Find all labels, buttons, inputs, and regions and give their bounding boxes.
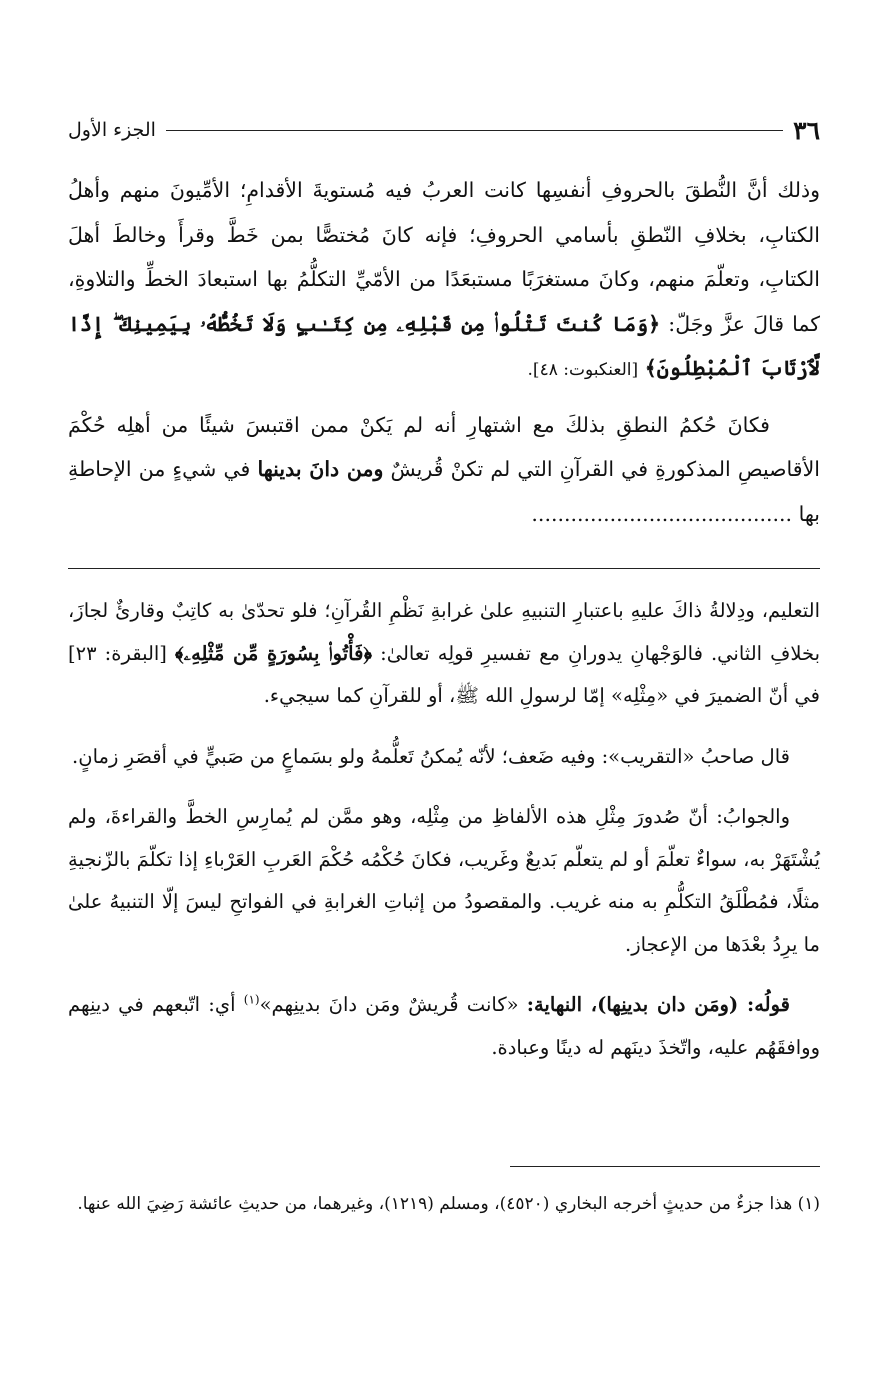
commentary-text bbox=[68, 590, 820, 1069]
main-paragraph-2-tail: في شيءٍ من الإحاطةِ بها bbox=[68, 457, 820, 526]
page-number: ٣٦ bbox=[793, 115, 820, 145]
footnote-rule bbox=[510, 1166, 820, 1167]
verse-reference-ankabut: [العنكبوت: ٤٨]. bbox=[527, 360, 639, 380]
main-paragraph-1-text: وذلك أنَّ النُّطقَ بالحروفِ أنفسِها كانت العربُ فيه مُستويةَ الأقدامِ؛ الأمِّيونَ منهم وأهلُ الكتابِ، بخلافِ النّطقِ بأسامي الحروفِ؛ فإنه كانَ مُختصًّا بمن خَطَّ وقرأَ وخالطَ أهلَ الكتابِ، وتعلّمَ منهم، وكانَ مستغرَبًا مستبعَدًا من الأمّيِّ التكلُّمُ بها استبعادَ الخطِّ والتلاوةِ، كما قالَ عزَّ وجَلّ: bbox=[68, 178, 820, 336]
volume-title: الجزء الأول bbox=[68, 119, 156, 141]
main-text bbox=[68, 168, 820, 536]
quran-verse-ankabut: ﴿وَمَا كُنتَ تَتْلُوا۟ مِن قَبْلِهِۦ مِن كِتَـٰبٍ وَلَا تَخُطُّهُۥ بِيَمِينِكَ ۖ إِذًا لَّٱرْتَابَ ٱلْمُبْطِلُونَ﴾ bbox=[68, 311, 820, 380]
commentary-paragraph-1-text: التعليم، ودِلالةُ ذاكَ عليهِ باعتبارِ التنبيهِ علىٰ غرابةِ نَظْمِ القُرآنِ؛ فلو تحدّىٰ به كاتِبٌ وقارئٌ لجازَ، بخلافِ الثاني. فالوَجْهانِ يدورانِ مع تفسيرِ قولِه تعالىٰ: bbox=[68, 599, 821, 665]
commentary-paragraph-4 bbox=[68, 984, 820, 1069]
footnote-text: (١) هذا جزءٌ من حديثٍ أخرجه البخاري (٤٥٢٠)، ومسلم (١٢١٩)، وغيرهما، من حديثِ عائشة رَضِيَ الله عنها. bbox=[77, 1194, 820, 1214]
quran-verse-baqarah: ﴿فَأْتُوا۟ بِسُورَةٍ مِّن مِّثْلِهِۦ﴾ bbox=[175, 641, 373, 665]
main-paragraph-2-text: فكانَ حُكمُ النطقِ بذلكَ مع اشتهارِ أنه لم يَكنْ ممن اقتبسَ شيئًا من أهلِه حُكْمَ الأقاصيصِ المذكورةِ في القرآنِ التي لم تكنْ قُريشٌ bbox=[68, 412, 820, 481]
commentary-paragraph-4-lead: قولُه: (ومَن دان بدينِها)، النهاية: bbox=[526, 993, 790, 1016]
commentary-paragraph-4-quote: «كانت قُريشٌ ومَن دانَ بدينِهم» bbox=[259, 993, 519, 1016]
commentary-paragraph-2-text: قال صاحبُ «التقريب»: وفيه ضَعف؛ لأنّه يُمكنُ تَعلُّمهُ ولو بسَماعٍ من صَبيٍّ في أقصَرِ زمانٍ. bbox=[72, 744, 790, 768]
header-rule bbox=[166, 130, 783, 131]
footnote-marker[interactable]: (١) bbox=[243, 992, 260, 1007]
main-paragraph-2 bbox=[68, 403, 820, 537]
commentary-paragraph-3 bbox=[68, 796, 820, 966]
commentary-paragraph-1-tail: [البقرة: ٢٣] في أنّ الضميرَ في «مِثْلِه» إمّا لرسولِ الله ﷺ، أو للقرآنِ كما سيجيء. bbox=[68, 641, 820, 707]
main-paragraph-2-bold: ومن دانَ بدينها bbox=[257, 457, 384, 481]
commentary-separator bbox=[68, 568, 820, 569]
commentary-paragraph-2 bbox=[68, 736, 820, 779]
dotted-leader: ........................................ bbox=[531, 501, 793, 526]
page-header bbox=[68, 112, 820, 148]
main-paragraph-1 bbox=[68, 168, 820, 393]
footnote bbox=[68, 1186, 820, 1223]
commentary-paragraph-1 bbox=[68, 590, 820, 718]
commentary-paragraph-3-text: والجوابُ: أنّ صُدورَ مِثْلِ هذه الألفاظِ من مِثْلِه، وهو ممَّن لم يُمارِسِ الخطَّ والقراءةَ، ولم يُشْتَهَرْ به، سواءٌ تعلّمَ أو لم يتعلّم بَديعٌ وغَريب، فكانَ حُكْمُه حُكْمَ العَربِ العَرْباءِ إذا تكلّمَ بالزّنجيةِ مثلًا، فمُطْلَقُ التكلُّمِ به منه غريب. والمقصودُ من إثباتِ الغرابةِ في الفواتحِ ليسَ إلّا التنبيهُ علىٰ ما يرِدُ بعْدَها من الإعجاز. bbox=[68, 805, 820, 956]
commentary-paragraph-4-tail: أي: اتّبعهم في دينِهم ووافقَهُم عليه، واتّخذَ دينَهم له دينًا وعبادة. bbox=[68, 993, 820, 1059]
